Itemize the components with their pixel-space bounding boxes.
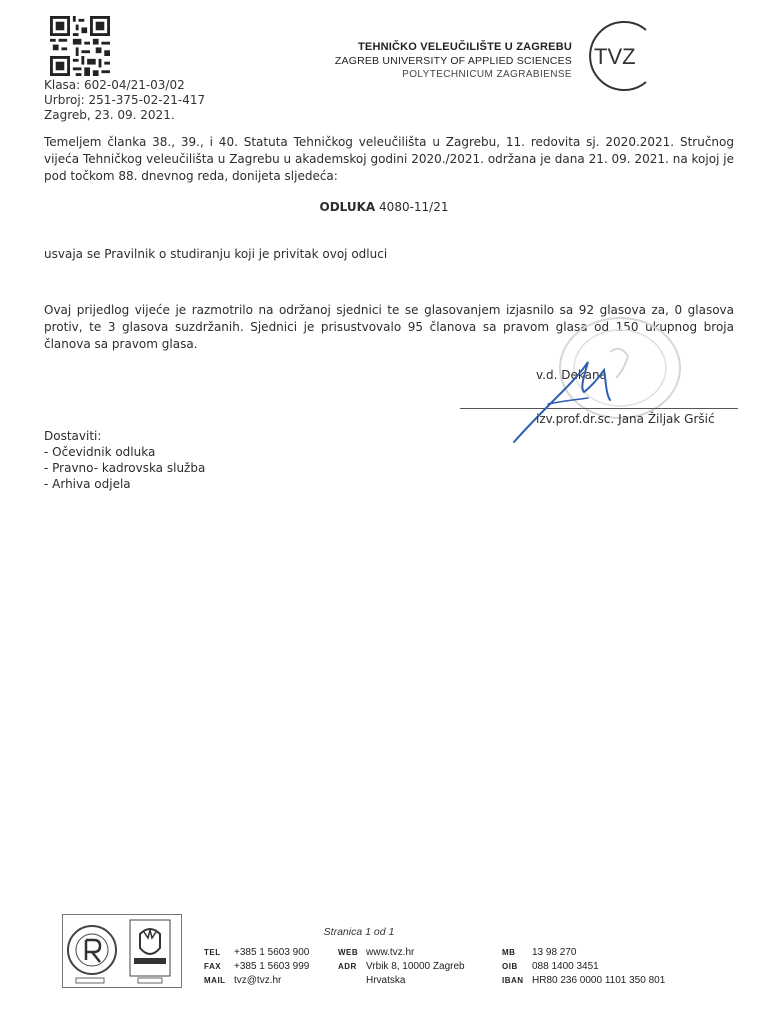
page-number: Stranica 1 od 1: [323, 926, 395, 938]
mail-label: MAIL: [204, 976, 226, 985]
mail-value[interactable]: tvz@tvz.hr: [234, 975, 282, 986]
institution-name-en: ZAGREB UNIVERSITY OF APPLIED SCIENCES: [334, 55, 572, 67]
resolution-text: usvaja se Pravilnik o studiranju koji je privitak ovoj odluci: [44, 247, 388, 261]
fax-value: +385 1 5603 999: [234, 961, 310, 972]
decision-heading: [0, 200, 768, 214]
institution-name-hr: TEHNIČKO VELEUČILIŠTE U ZAGREBU: [358, 41, 572, 53]
tel-label: TEL: [204, 948, 221, 957]
fax-label: FAX: [204, 962, 222, 971]
klasa: Klasa: 602-04/21-03/02: [44, 78, 185, 92]
oib-value: 088 1400 3451: [532, 961, 599, 972]
urbroj: Urbroj: 251-375-02-21-417: [44, 93, 206, 107]
distribution-title: Dostaviti:: [44, 429, 102, 443]
signatory-role: v.d. Dekana: [536, 368, 607, 382]
adr-value: Vrbik 8, 10000 Zagreb: [366, 961, 465, 972]
distribution-item: - Pravno- kadrovska služba: [44, 461, 206, 475]
footer-company-ids: [502, 946, 665, 988]
distribution-list: [44, 428, 205, 492]
adr-label: ADR: [338, 962, 357, 971]
iban-value: HR80 236 0000 1101 350 801: [532, 975, 666, 986]
decision-label: ODLUKA: [319, 200, 376, 214]
footer-contact-web: [338, 946, 465, 988]
iso-ukas-certification-icon: [62, 914, 182, 988]
intro-paragraph: Temeljem članka 38., 39., i 40. Statuta Tehničkog veleučilišta u Zagrebu, 11. redovita sj. 2020.2021. Stručnog vijeća Tehničkog veleučilišta u Zagrebu u akademskoj godini 2020./2021. održana je dana 21. 09. 2021. na kojoj je pod točkom 88. dnevnog reda, donijeta sljedeća:: [44, 135, 734, 183]
mb-label: MB: [502, 948, 516, 957]
mb-value: 13 98 270: [532, 947, 577, 958]
document-meta: [44, 78, 205, 123]
qr-code: [50, 16, 110, 76]
iban-label: IBAN: [502, 976, 524, 985]
institution-name-la: POLYTECHNICUM ZAGRABIENSE: [402, 69, 572, 80]
distribution-item: - Očevidnik odluka: [44, 445, 156, 459]
oib-label: OIB: [502, 962, 518, 971]
signatory-name: izv.prof.dr.sc. Jana Žiljak Gršić: [536, 412, 715, 426]
logo-text: TVZ: [594, 44, 636, 69]
institution-header: [335, 40, 572, 82]
web-label: WEB: [338, 948, 359, 957]
tel-value: +385 1 5603 900: [234, 947, 310, 958]
distribution-item: - Arhiva odjela: [44, 477, 131, 491]
handwritten-signature-icon: [488, 346, 648, 446]
tvz-logo-icon: [580, 20, 660, 92]
place-date: Zagreb, 23. 09. 2021.: [44, 108, 175, 122]
decision-number: 4080-11/21: [379, 200, 449, 214]
footer-contact-phone: [204, 946, 309, 988]
vote-paragraph: Ovaj prijedlog vijeće je razmotrilo na održanoj sjednici te se glasovanjem izjasnilo sa 92 glasova za, 0 glasova protiv, te 3 glasova suzdržanih. Sjednici je prisustvovalo 95 članova sa pravom glasa od 150 ukupnog broja članova sa pravom glasa.: [44, 303, 734, 351]
adr-country: Hrvatska: [366, 975, 406, 986]
web-value[interactable]: www.tvz.hr: [366, 947, 415, 958]
